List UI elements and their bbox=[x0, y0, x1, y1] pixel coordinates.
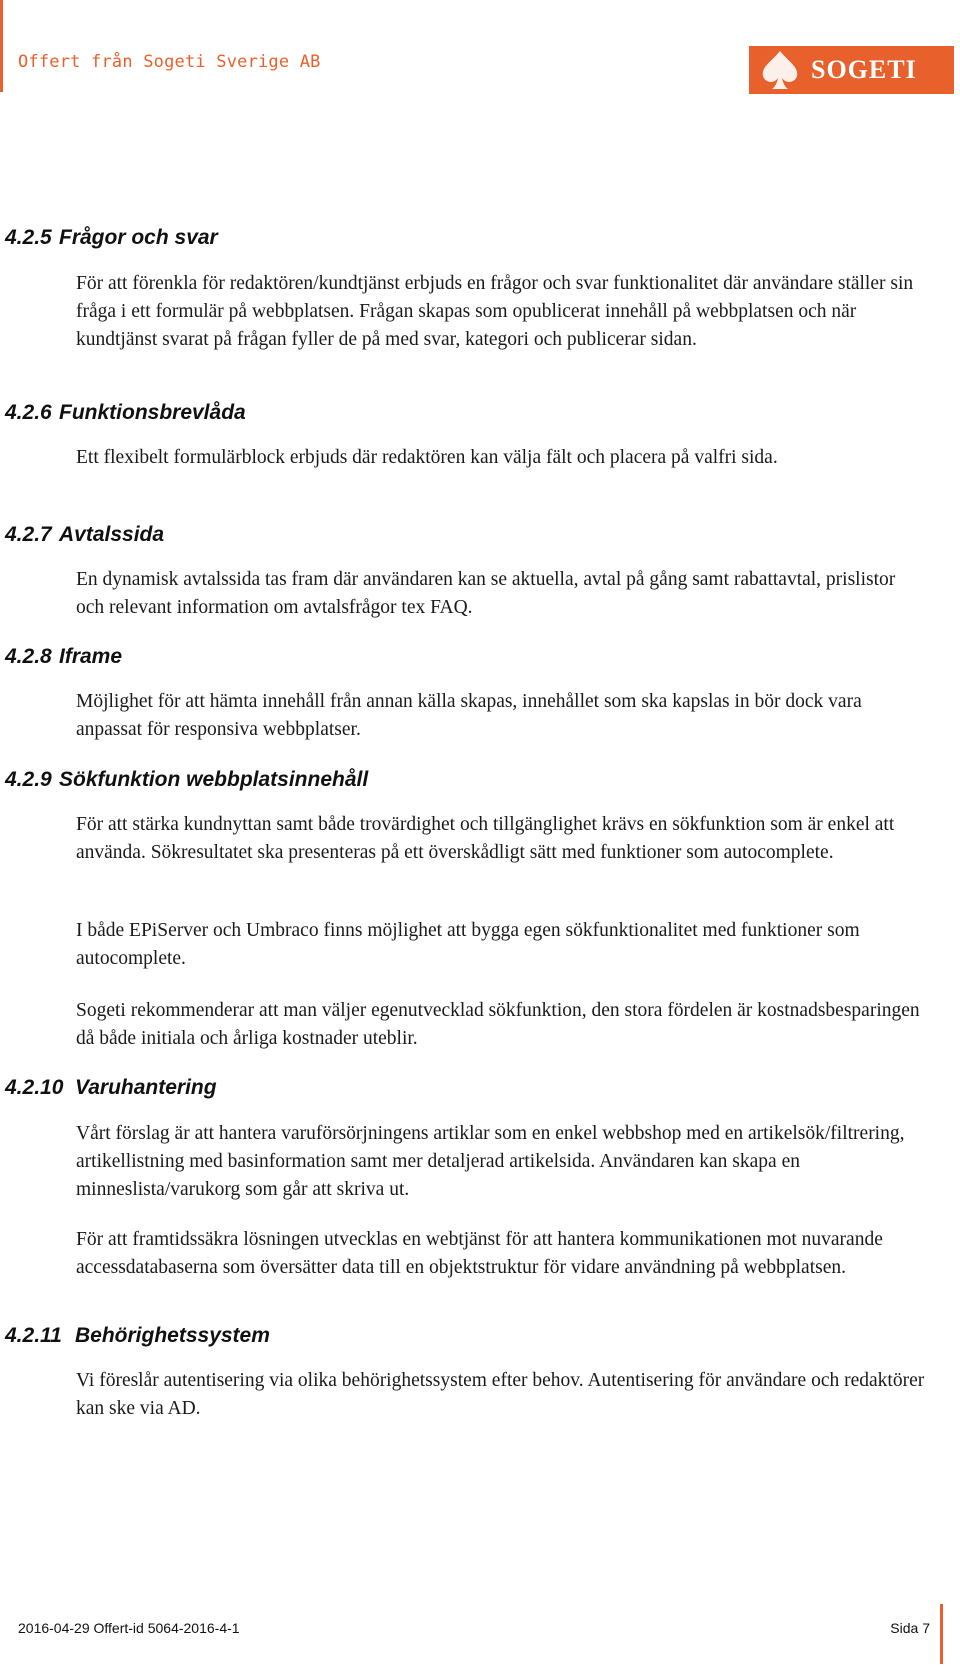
section-paragraph: Vi föreslår autentisering via olika behörighetssystem efter behov. Autentisering för användare och redaktörer kan ske via AD. bbox=[76, 1370, 925, 1419]
logo-wordmark: SOGETI bbox=[811, 55, 917, 84]
section-heading bbox=[5, 523, 164, 547]
section-number: 4.2.8 bbox=[5, 645, 52, 668]
section-number: 4.2.9 bbox=[5, 768, 52, 791]
section-number: 4.2.7 bbox=[5, 523, 52, 546]
section-paragraph: För att framtidssäkra lösningen utvecklas en webtjänst för att hantera kommunikationen mot nuvarande accessdatabaserna som översätter data till en objektstruktur för vidare användning på webbplatsen. bbox=[76, 1229, 883, 1278]
section-heading bbox=[5, 1324, 270, 1348]
sogeti-logo bbox=[749, 46, 954, 94]
section-title: Iframe bbox=[59, 645, 123, 668]
section-paragraph: Ett flexibelt formulärblock erbjuds där redaktören kan välja fält och placera på valfri sida. bbox=[76, 447, 778, 468]
section-heading bbox=[5, 226, 218, 250]
section-paragraph: Vårt förslag är att hantera varuförsörjningens artiklar som en enkel webbshop med en artikelsök/filtrering, artikellistning med basinformation samt mer detaljerad artikelsida. Användaren kan skapa en minneslista/varukorg som går att skriva ut. bbox=[76, 1123, 905, 1200]
footer-accent-bar bbox=[940, 1604, 943, 1664]
section-heading bbox=[5, 768, 368, 792]
section-title: Varuhantering bbox=[75, 1076, 217, 1099]
section-title: Frågor och svar bbox=[59, 226, 218, 249]
section-heading bbox=[5, 645, 122, 669]
footer-document-id: 2016-04-29 Offert-id 5064-2016-4-1 bbox=[18, 1620, 240, 1636]
section-paragraph: För att förenkla för redaktören/kundtjänst erbjuds en frågor och svar funktionalitet där användare ställer sin fråga i ett formulär på webbplatsen. Frågan skapas som opublicerat innehåll på webbplatsen och när kundtjänst svarat på frågan fyller de på med svar, kategori och publicerar sidan. bbox=[76, 273, 914, 350]
section-title: Behörighetssystem bbox=[75, 1324, 270, 1347]
section-paragraph: Sogeti rekommenderar att man väljer egenutvecklad sökfunktion, den stora fördelen är kostnadsbesparingen då både initiala och årliga kostnader uteblir. bbox=[76, 1000, 920, 1049]
document-header-title: Offert från Sogeti Sverige AB bbox=[18, 52, 321, 72]
section-paragraph: I både EPiServer och Umbraco finns möjlighet att bygga egen sökfunktionalitet med funktioner som autocomplete. bbox=[76, 920, 860, 969]
section-number: 4.2.6 bbox=[5, 401, 52, 424]
footer-page-number: Sida 7 bbox=[890, 1620, 930, 1636]
section-heading bbox=[5, 401, 246, 425]
section-number: 4.2.5 bbox=[5, 226, 52, 249]
section-number: 4.2.11 bbox=[5, 1324, 62, 1347]
header-accent-bar bbox=[0, 0, 3, 92]
section-title: Sökfunktion webbplatsinnehåll bbox=[59, 768, 369, 791]
section-paragraph: En dynamisk avtalssida tas fram där användaren kan se aktuella, avtal på gång samt rabattavtal, prislistor och relevant information om avtalsfrågor tex FAQ. bbox=[76, 569, 896, 618]
section-title: Avtalssida bbox=[59, 523, 165, 546]
spade-icon bbox=[757, 47, 803, 93]
section-paragraph: För att stärka kundnyttan samt både trovärdighet och tillgänglighet krävs en sökfunktion som är enkel att använda. Sökresultatet ska presenteras på ett överskådligt sätt med funktioner som autocomplete. bbox=[76, 814, 895, 863]
section-paragraph: Möjlighet för att hämta innehåll från annan källa skapas, innehållet som ska kapslas in bör dock vara anpassat för responsiva webbplatser. bbox=[76, 691, 862, 740]
section-number: 4.2.10 bbox=[5, 1076, 64, 1099]
section-title: Funktionsbrevlåda bbox=[59, 401, 246, 424]
section-heading bbox=[5, 1076, 217, 1100]
